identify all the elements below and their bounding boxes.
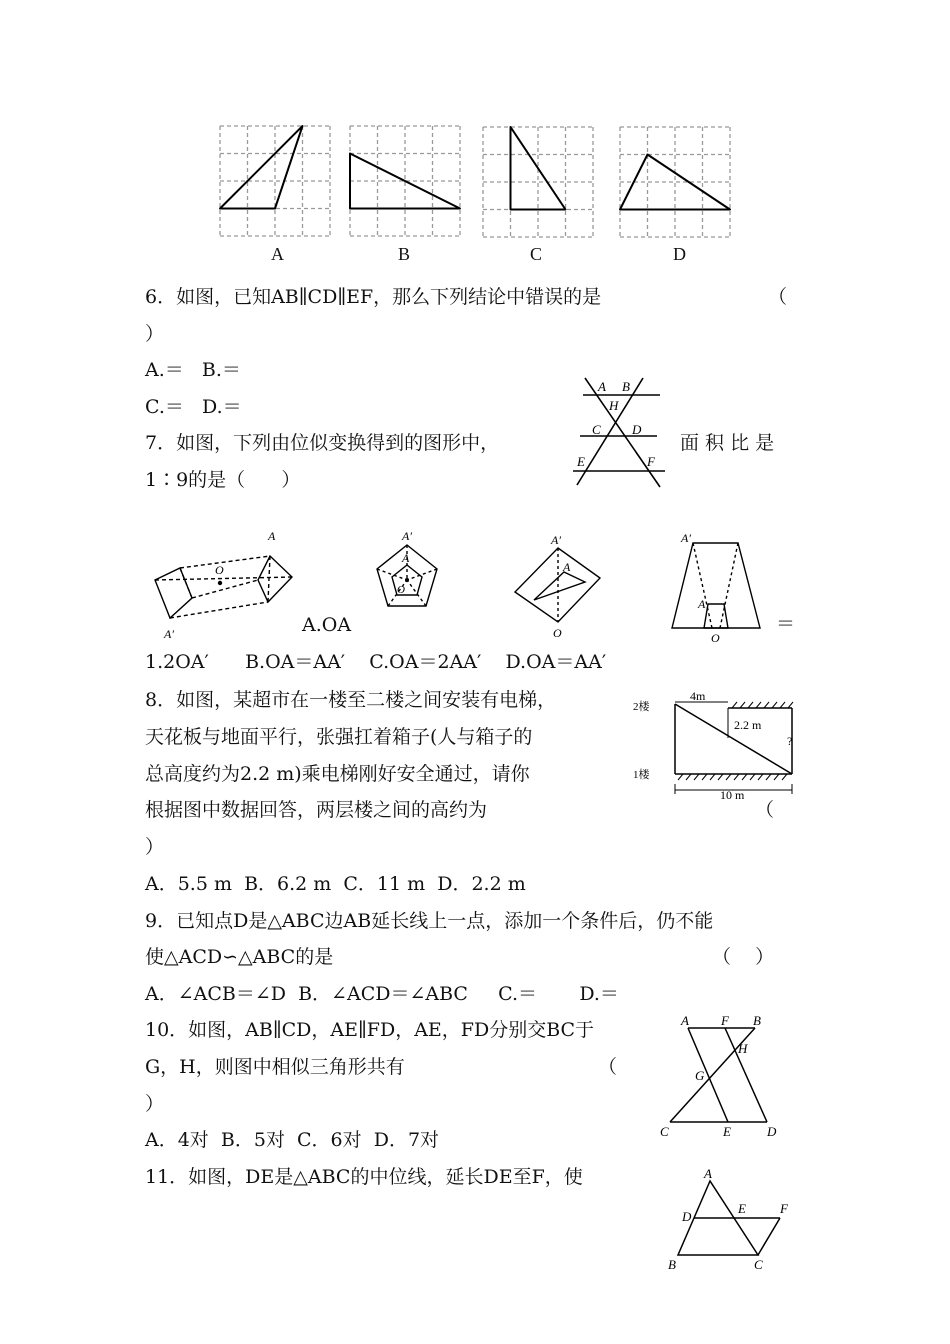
q10-label-h: H [738, 1041, 748, 1056]
q9-line-2: 使△ACD∽△ABC的是 [145, 946, 334, 968]
q8-line-4: 根据图中数据回答，两层楼之间的高约为 [145, 799, 488, 821]
q7-fig1-a-prime: A′ [164, 627, 174, 641]
q8-line-1: 8．如图，某超市在一楼至二楼之间安装有电梯， [145, 689, 557, 711]
q7-fig3-a-prime: A′ [551, 533, 561, 547]
q10-label-d: D [767, 1124, 777, 1139]
q8-paren-close: ） [145, 836, 165, 858]
grid-c [483, 127, 593, 237]
q10-figure [655, 1010, 785, 1140]
q6-label-b: B [622, 379, 630, 394]
q5-label-c: C [530, 244, 543, 264]
q8-paren-open: （ [755, 799, 775, 821]
grid-d [620, 127, 730, 237]
q7-fig2-a-prime: A′ [402, 529, 412, 543]
q7-fig4-o: O [711, 631, 720, 645]
q11-line-1: 11．如图，DE是△ABC的中位线，延长DE至F，使 [145, 1166, 583, 1188]
q11-label-f: F [780, 1201, 788, 1216]
q6-stem: 6．如图，已知AB∥CD∥EF，那么下列结论中错误的是 [145, 286, 602, 308]
q7-stem-tail: 面 积 比 是 [680, 432, 775, 454]
q10-options: A．4对 B．5对 C．6对 D．7对 [145, 1129, 440, 1151]
q7-fig2-o: O [397, 584, 405, 596]
q11-label-c: C [754, 1257, 763, 1272]
q8-figure [630, 690, 805, 800]
q7-fig4 [672, 543, 760, 628]
q11-label-d: D [682, 1209, 692, 1224]
q6-figure [565, 375, 675, 490]
q6-label-c: C [592, 422, 601, 437]
q6-label-e: E [577, 454, 585, 469]
q10-label-e: E [723, 1124, 731, 1139]
q10-label-b: B [753, 1013, 761, 1028]
q7-fig2-a: A [402, 551, 410, 565]
q8-line-2: 天花板与地面平行，张强扛着箱子(人与箱子的 [145, 726, 533, 748]
q8-options: A．5.5 m B．6.2 m C．11 m D．2.2 m [145, 873, 526, 895]
q6-options-ab: A.＝ B.＝ [145, 359, 241, 381]
q7-fig3-o: O [553, 626, 562, 640]
q9-line-1: 9．已知点D是△ABC边AB延长线上一点，添加一个条件后，仍不能 [145, 910, 714, 932]
q10-paren-close: ） [145, 1093, 165, 1115]
q7-fig4-a: A [698, 597, 706, 611]
q6-paren-open: （ [768, 286, 788, 308]
q10-label-a: A [681, 1013, 689, 1028]
q8-floor1: 1楼 [633, 769, 650, 781]
q7-fig1-o: O [215, 563, 224, 577]
q10-label-c: C [660, 1124, 669, 1139]
q10-line-2: G，H，则图中相似三角形共有 [145, 1056, 405, 1078]
q6-label-a: A [598, 379, 606, 394]
q8-unknown: ? [787, 734, 793, 748]
q6-label-f: F [647, 454, 655, 469]
q7-options: 1.2OA′ B.OA＝AA′ C.OA＝2AA′ D.OA＝AA′ [145, 651, 607, 673]
q7-eq: ＝ [776, 613, 796, 635]
q7-figures [140, 520, 780, 650]
triangle-a [220, 126, 303, 209]
q6-options-cd: C.＝ D.＝ [145, 396, 242, 418]
q11-label-e: E [738, 1201, 746, 1216]
q11-label-b: B [668, 1257, 676, 1272]
q7-fig3 [515, 548, 600, 622]
q7-fig4-a-prime: A′ [681, 531, 691, 545]
q7-stem-2: 1∶9的是（ ） [145, 469, 301, 491]
q9-paren: （ ） [712, 946, 775, 968]
q8-bottom-len: 10 m [720, 788, 745, 800]
q11-label-a: A [704, 1166, 712, 1181]
q7-fig-label: A.OA [302, 614, 352, 636]
q5-label-a: A [271, 244, 284, 264]
q8-floor2: 2楼 [633, 701, 650, 713]
q7-fig3-a: A [563, 560, 571, 574]
q7-fig1-a: A [268, 529, 276, 543]
q6-paren-close: ） [145, 323, 165, 345]
q5-label-b: B [398, 244, 411, 264]
q10-paren-open: （ [598, 1056, 618, 1078]
q10-line-1: 10．如图，AB∥CD，AE∥FD，AE，FD分别交BC于 [145, 1019, 595, 1041]
q8-box-h: 2.2 m [734, 718, 762, 732]
grid-a [220, 126, 330, 236]
q10-label-g: G [695, 1068, 705, 1083]
q11-figure [660, 1165, 795, 1275]
q8-top-len: 4m [690, 690, 706, 703]
q6-label-d: D [632, 422, 642, 437]
q5-figures [0, 0, 950, 270]
q10-label-f: F [721, 1013, 729, 1028]
q6-label-h: H [609, 398, 619, 413]
q5-label-d: D [673, 244, 686, 264]
q8-line-3: 总高度约为2.2 m)乘电梯刚好安全通过，请你 [145, 763, 530, 785]
q9-options: A．∠ACB＝∠D B．∠ACD＝∠ABC C.＝ D.＝ [145, 983, 619, 1005]
q7-stem-1: 7．如图，下列由位似变换得到的图形中， [145, 432, 500, 454]
